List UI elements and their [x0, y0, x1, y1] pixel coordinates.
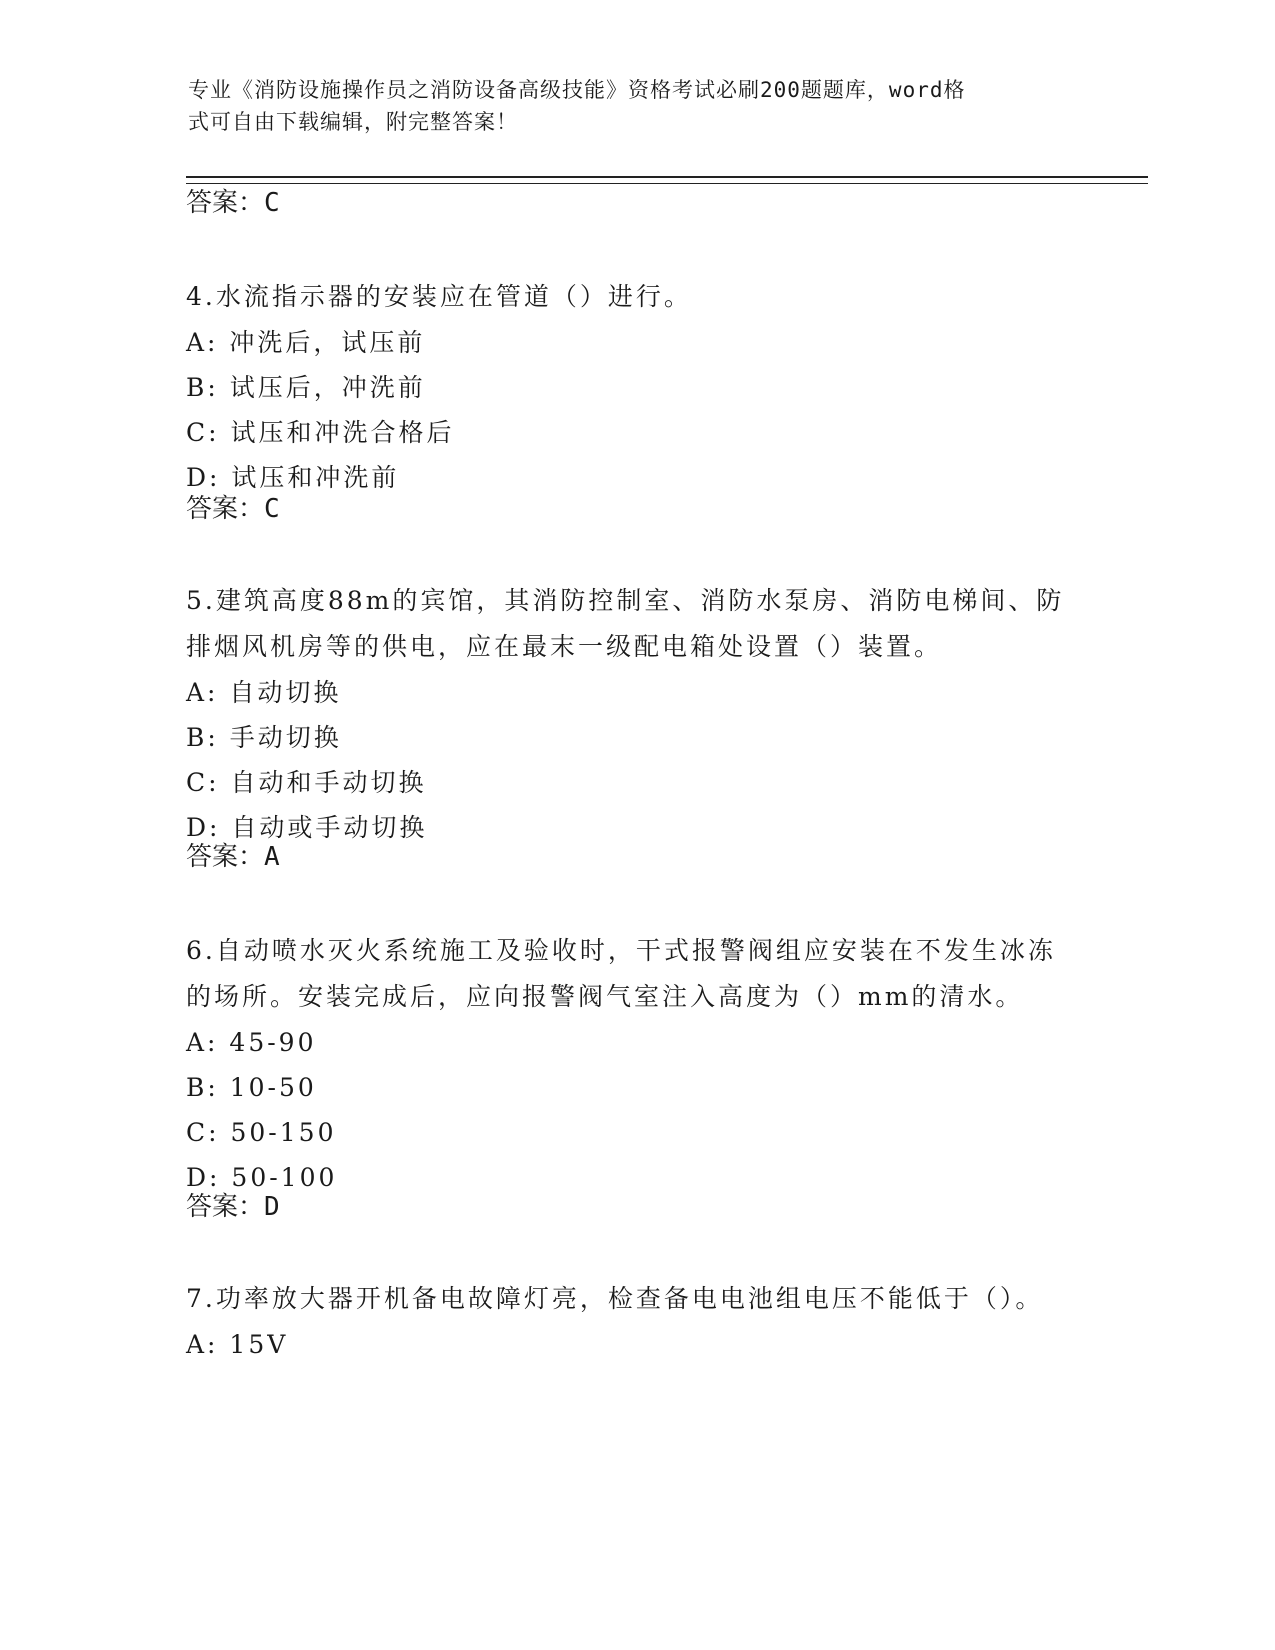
question-stem: 4.水流指示器的安装应在管道（）进行。 [186, 282, 692, 311]
question-stem: 7.功率放大器开机备电故障灯亮，检查备电电池组电压不能低于（）。 [186, 1284, 1044, 1313]
option-a: A: 自动切换 [186, 678, 342, 707]
answer-label: 答案： [186, 188, 265, 218]
answer-value: C [264, 188, 280, 218]
option-b: B: 10-50 [186, 1073, 317, 1102]
answer-q4 [186, 492, 280, 526]
answer-q3 [186, 186, 280, 220]
option-c: C: 试压和冲洗合格后 [186, 418, 455, 447]
answer-label: 答案： [186, 494, 265, 524]
option-a: A: 冲洗后，试压前 [186, 328, 426, 357]
answer-value: A [264, 842, 280, 872]
option-a: A: 15V [186, 1330, 289, 1359]
answer-value: C [264, 494, 280, 524]
option-d: D: 自动或手动切换 [186, 813, 428, 842]
question-stem: 6.自动喷水灭火系统施工及验收时，干式报警阀组应安装在不发生冰冻的场所。安装完成后，应向报警阀气室注入高度为（）mm的清水。 [186, 936, 1056, 1011]
answer-label: 答案： [186, 1192, 265, 1222]
option-list [186, 1020, 1066, 1200]
answer-q5 [186, 840, 280, 874]
header-divider [186, 176, 1148, 184]
option-c: C: 50-150 [186, 1118, 337, 1147]
answer-label: 答案： [186, 842, 265, 872]
answer-value: D [264, 1192, 280, 1222]
header-line-2: 式可自由下载编辑，附完整答案！ [188, 110, 518, 134]
document-header [188, 74, 1068, 138]
question-6 [186, 928, 1066, 1200]
question-stem: 5.建筑高度88m的宾馆，其消防控制室、消防水泵房、消防电梯间、防排烟风机房等的供电，应在最末一级配电箱处设置（）装置。 [186, 586, 1065, 661]
option-d: D: 50-100 [186, 1163, 338, 1192]
option-b: B: 手动切换 [186, 723, 342, 752]
question-4 [186, 274, 1066, 500]
option-c: C: 自动和手动切换 [186, 768, 427, 797]
option-list [186, 1322, 1066, 1367]
option-list [186, 320, 1066, 500]
question-7 [186, 1276, 1066, 1367]
option-list [186, 670, 1066, 850]
question-5 [186, 578, 1066, 850]
option-d: D: 试压和冲洗前 [186, 463, 400, 492]
header-line-1: 专业《消防设施操作员之消防设备高级技能》资格考试必刷200题题库，word格 [188, 78, 966, 102]
option-b: B: 试压后，冲洗前 [186, 373, 426, 402]
option-a: A: 45-90 [186, 1028, 317, 1057]
answer-q6 [186, 1190, 280, 1224]
